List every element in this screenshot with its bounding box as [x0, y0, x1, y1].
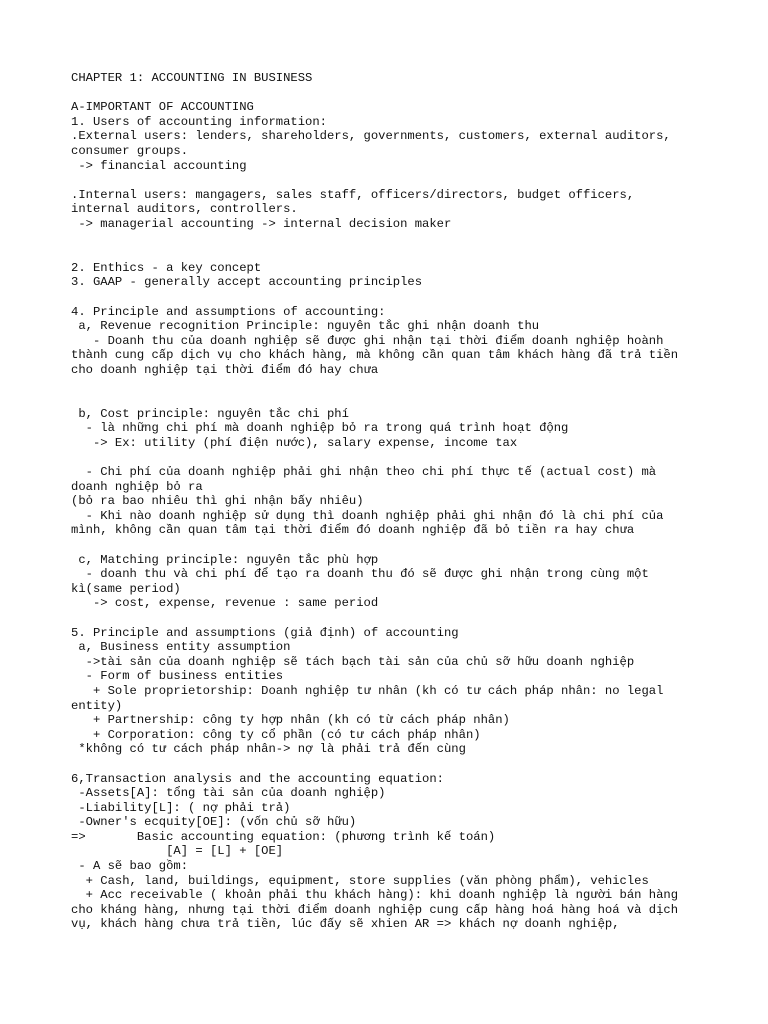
- document-body: [71, 71, 711, 932]
- text-line: a, Revenue recognition Principle: nguyên tắc ghi nhận doanh thu: [71, 319, 540, 334]
- text-line: [71, 450, 711, 465]
- text-line: [A] = [L] + [OE]: [71, 844, 284, 859]
- text-line: internal auditors, controllers.: [71, 202, 298, 217]
- text-line: + Acc receivable ( khoản phải thu khách hàng): khi doanh nghiệp là người bán hàng: [71, 888, 679, 903]
- text-line: -> financial accounting: [71, 158, 247, 173]
- text-line: -> managerial accounting -> internal decision maker: [71, 216, 452, 231]
- text-line: + Cash, land, buildings, equipment, store supplies (văn phòng phẩm), vehicles: [71, 873, 649, 888]
- text-line: - A sẽ bao gồm:: [71, 859, 189, 874]
- document-title: CHAPTER 1: ACCOUNTING IN BUSINESS: [71, 71, 313, 85]
- text-line: [71, 86, 711, 101]
- text-line: 3. GAAP - generally accept accounting principles: [71, 275, 423, 290]
- text-line: cho doanh nghiệp tại thời điểm đó hay chưa: [71, 362, 379, 377]
- text-line: vụ, khách hàng chưa trả tiền, lúc đấy sẽ xhien AR => khách nợ doanh nghiệp,: [71, 917, 620, 932]
- text-line: .External users: lenders, shareholders, governments, customers, external auditors,: [71, 129, 671, 144]
- text-line: [71, 173, 711, 188]
- text-line: -> Ex: utility (phí điện nước), salary expense, income tax: [71, 435, 518, 450]
- text-line: A-IMPORTANT OF ACCOUNTING: [71, 100, 254, 115]
- text-line: .Internal users: mangagers, sales staff, officers/directors, budget officers,: [71, 187, 635, 202]
- text-line: + Corporation: công ty cổ phần (có tư cách pháp nhân): [71, 727, 481, 742]
- text-line: [71, 757, 711, 772]
- text-line: [71, 232, 711, 247]
- text-line: entity): [71, 698, 123, 713]
- text-line: [71, 611, 711, 626]
- text-line: - Khi nào doanh nghiệp sử dụng thì doanh nghiệp phải ghi nhận đó là chi phí của: [71, 508, 664, 523]
- text-line: *không có tư cách pháp nhân-> nợ là phải trả đến cùng: [71, 742, 466, 757]
- text-line: consumer groups.: [71, 143, 189, 158]
- text-line: -> cost, expense, revenue : same period: [71, 596, 379, 611]
- text-line: [71, 377, 711, 392]
- text-line: - Chi phí của doanh nghiệp phải ghi nhận theo chi phí thực tế (actual cost) mà: [71, 465, 657, 480]
- text-line: [71, 538, 711, 553]
- text-line: ->tài sản của doanh nghiệp sẽ tách bạch tài sản của chủ sỡ hữu doanh nghiệp: [71, 654, 635, 669]
- text-line: => Basic accounting equation: (phương trình kế toán): [71, 829, 496, 844]
- text-line: a, Business entity assumption: [71, 640, 291, 655]
- text-line: 4. Principle and assumptions of accounting:: [71, 304, 386, 319]
- text-line: [71, 290, 711, 305]
- text-line: - doanh thu và chi phí để tạo ra doanh thu đó sẽ được ghi nhận trong cùng một: [71, 567, 649, 582]
- text-line: 5. Principle and assumptions (giả định) of accounting: [71, 625, 459, 640]
- text-line: mình, không cần quan tâm tại thời điểm đó doanh nghiệp đã bỏ tiền ra hay chưa: [71, 523, 635, 538]
- text-line: [71, 392, 711, 407]
- text-line: 6,Transaction analysis and the accounting equation:: [71, 771, 444, 786]
- text-line: -Owner's ecquity[OE]: (vốn chủ sỡ hữu): [71, 815, 357, 830]
- text-line: -Assets[A]: tổng tài sản của doanh nghiệp): [71, 786, 386, 801]
- text-line: c, Matching principle: nguyên tắc phù hợp: [71, 552, 379, 567]
- text-line: cho kháng hàng, nhưng tại thời điểm doanh nghiệp cung cấp hàng hoá hàng hoá và dịch: [71, 902, 679, 917]
- text-line: - Doanh thu của doanh nghiệp sẽ được ghi nhận tại thời điểm doanh nghiệp hoành: [71, 333, 664, 348]
- text-line: (bỏ ra bao nhiêu thì ghi nhận bấy nhiêu): [71, 494, 364, 509]
- text-line: + Partnership: công ty hợp nhân (kh có từ cách pháp nhân): [71, 713, 510, 728]
- text-line: -Liability[L]: ( nợ phải trả): [71, 800, 291, 815]
- text-line: kì(same period): [71, 581, 181, 596]
- text-line: - là những chi phí mà doanh nghiệp bỏ ra trong quá trình hoạt động: [71, 421, 569, 436]
- text-line: 1. Users of accounting information:: [71, 114, 327, 129]
- text-line: b, Cost principle: nguyên tắc chi phí: [71, 406, 349, 421]
- text-line: [71, 246, 711, 261]
- text-line: doanh nghiệp bỏ ra: [71, 479, 203, 494]
- text-line: 2. Enthics - a key concept: [71, 260, 262, 275]
- text-line: thành cung cấp dịch vụ cho khách hàng, mà không cần quan tâm khách hàng đã trả tiền: [71, 348, 679, 363]
- text-line: - Form of business entities: [71, 669, 284, 684]
- text-line: + Sole proprietorship: Doanh nghiệp tư nhân (kh có tư cách pháp nhân: no legal: [71, 683, 664, 698]
